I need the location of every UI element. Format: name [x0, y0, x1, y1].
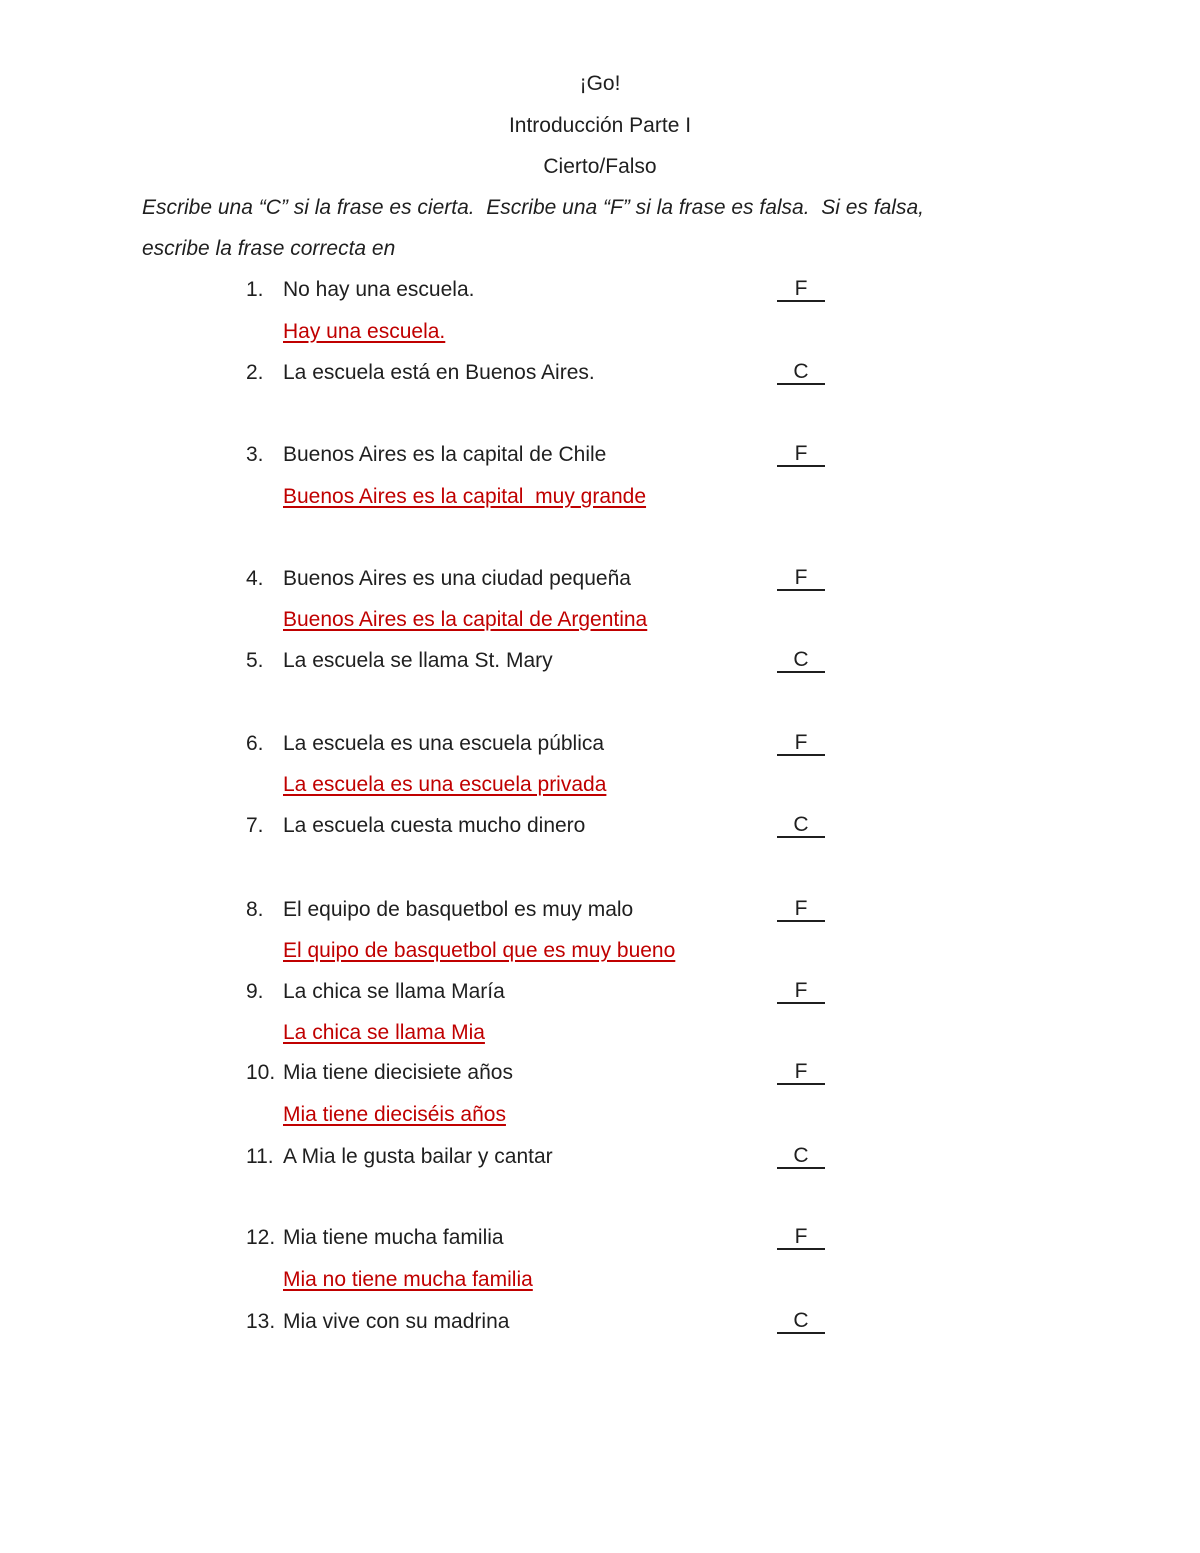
item-statement: Mia tiene mucha familia: [283, 1226, 504, 1249]
item-number: 9.: [246, 980, 264, 1003]
item-statement: La chica se llama María: [283, 980, 505, 1003]
answer-blank[interactable]: F: [777, 567, 825, 591]
item-number: 7.: [246, 814, 264, 837]
answer-blank[interactable]: C: [777, 361, 825, 385]
item-statement: Mia vive con su madrina: [283, 1310, 510, 1333]
item-statement: La escuela está en Buenos Aires.: [283, 361, 595, 384]
answer-blank[interactable]: F: [777, 732, 825, 756]
item-number: 4.: [246, 567, 264, 590]
item-correction: Hay una escuela.: [283, 320, 446, 343]
answer-blank[interactable]: F: [777, 1226, 825, 1250]
item-number: 5.: [246, 649, 264, 672]
page-title: ¡Go!: [579, 72, 621, 95]
item-correction: Buenos Aires es la capital muy grande: [283, 485, 647, 508]
item-number: 11.: [246, 1145, 274, 1168]
item-number: 6.: [246, 732, 264, 755]
answer-blank[interactable]: F: [777, 1061, 825, 1085]
item-number: 1.: [246, 278, 264, 301]
answer-blank[interactable]: F: [777, 443, 825, 467]
item-number: 13.: [246, 1310, 276, 1333]
item-correction: El quipo de basquetbol que es muy bueno: [283, 939, 676, 962]
instructions-line-2: escribe la frase correcta en: [142, 237, 396, 260]
item-statement: La escuela es una escuela pública: [283, 732, 605, 755]
answer-blank[interactable]: F: [777, 278, 825, 302]
instructions-line-1: Escribe una “C” si la frase es cierta. Escribe una “F” si la frase es falsa. Si es falsa,: [142, 196, 924, 219]
item-statement: La escuela cuesta mucho dinero: [283, 814, 586, 837]
item-number: 8.: [246, 898, 264, 921]
item-number: 2.: [246, 361, 264, 384]
answer-blank[interactable]: C: [777, 1310, 825, 1334]
item-statement: Buenos Aires es la capital de Chile: [283, 443, 607, 466]
item-statement: Buenos Aires es una ciudad pequeña: [283, 567, 631, 590]
answer-blank[interactable]: C: [777, 814, 825, 838]
item-correction: Mia tiene dieciséis años: [283, 1103, 506, 1126]
page-subtitle: Introducción Parte I: [508, 114, 692, 137]
section-title: Cierto/Falso: [543, 155, 657, 178]
answer-blank[interactable]: C: [777, 1145, 825, 1169]
answer-blank[interactable]: F: [777, 980, 825, 1004]
item-correction: Mia no tiene mucha familia: [283, 1268, 533, 1291]
answer-blank[interactable]: C: [777, 649, 825, 673]
answer-blank[interactable]: F: [777, 898, 825, 922]
item-number: 3.: [246, 443, 264, 466]
item-statement: No hay una escuela.: [283, 278, 475, 301]
item-correction: Buenos Aires es la capital de Argentina: [283, 608, 648, 631]
item-number: 12.: [246, 1226, 276, 1249]
item-correction: La escuela es una escuela privada: [283, 773, 607, 796]
item-statement: El equipo de basquetbol es muy malo: [283, 898, 634, 921]
item-correction: La chica se llama Mia: [283, 1021, 485, 1044]
item-statement: Mia tiene diecisiete años: [283, 1061, 513, 1084]
item-statement: A Mia le gusta bailar y cantar: [283, 1145, 553, 1168]
item-statement: La escuela se llama St. Mary: [283, 649, 553, 672]
item-number: 10.: [246, 1061, 276, 1084]
